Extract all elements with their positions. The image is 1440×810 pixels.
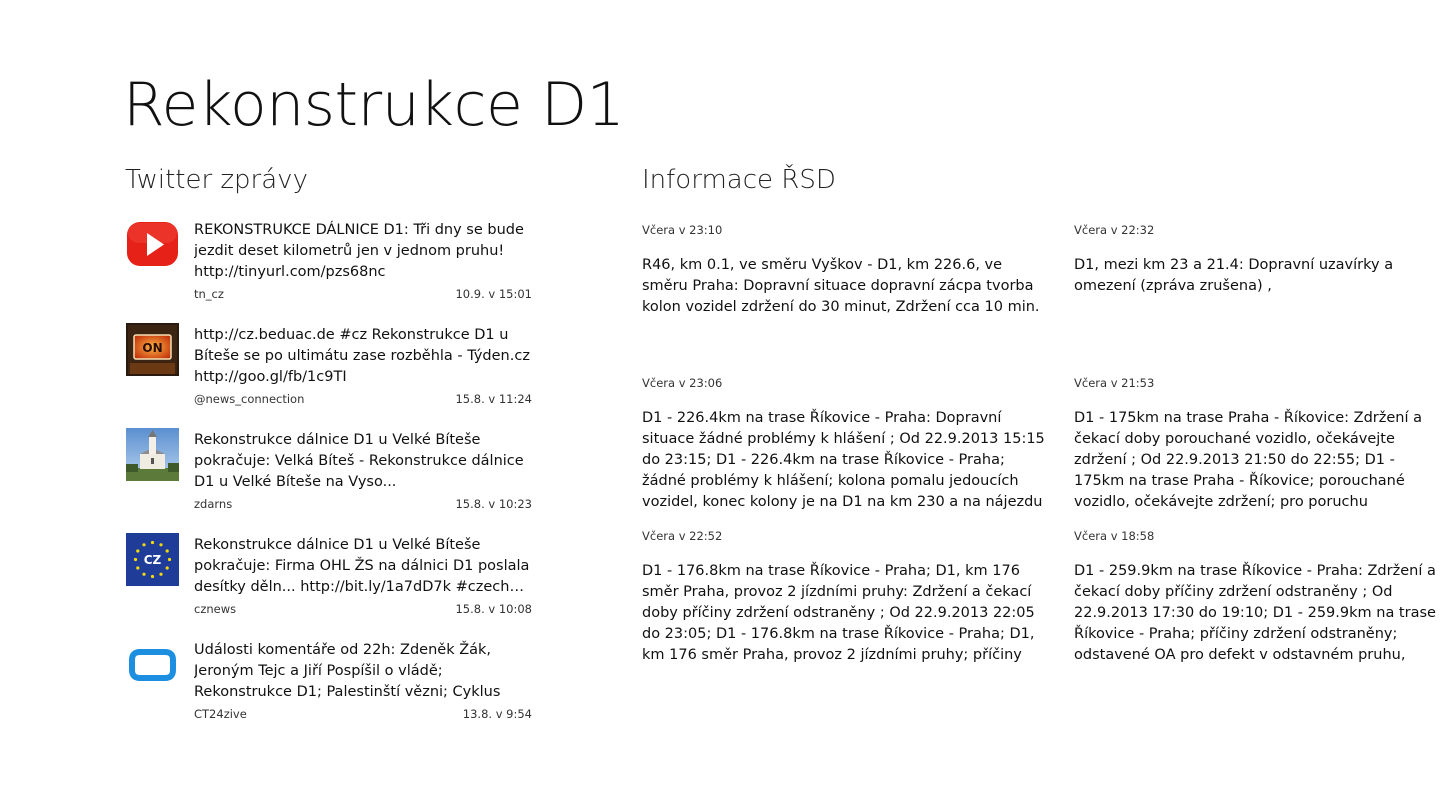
tweet-text: Rekonstrukce dálnice D1 u Velké Bíteše pokračuje: Firma OHL ŽS na dálnici D1 poslala desítky děln... http://bit.ly/1a7dD7k #czech… — [194, 537, 530, 595]
rsd-text: D1 - 176.8km na trase Říkovice - Praha; D1, km 176 směr Praha, provoz 2 jízdními pruhy: Zdržení a čekací doby příčiny zdržení odstraněny ; Od 22.9.2013 22:05 do 23:05; D1 - 176.8km na trase Říkovice - Praha; D1, km 176 směr Praha, provoz 2 jízdními pruhy; příčiny — [642, 563, 1035, 663]
rsd-time: Včera v 23:10 — [642, 223, 723, 237]
tweet-author: tn_cz — [194, 287, 224, 301]
twitter-section-title[interactable]: Twitter zprávy — [125, 165, 308, 195]
rsd-section-title[interactable]: Informace ŘSD — [642, 165, 836, 195]
rsd-text: D1 - 175km na trase Praha - Říkovice: Zdržení a čekací doby porouchané vozidlo, očekávejte zdržení ; Od 22.9.2013 21:50 do 22:55; D1 - 175km na trase Praha - Říkovice; porouchané vozidlo, očekávejte zdržení; pro poruchu — [1074, 410, 1423, 510]
tweet-author: zdarns — [194, 497, 233, 511]
rsd-item[interactable] — [1074, 529, 1440, 666]
tweet-author: CT24zive — [194, 707, 247, 721]
tweet-date: 15.8. v 10:08 — [455, 602, 532, 616]
rsd-text: D1, mezi km 23 a 21.4: Dopravní uzavírky a omezení (zpráva zrušena) , — [1074, 257, 1394, 294]
tweet-author: cznews — [194, 602, 237, 616]
tweet-item[interactable] — [126, 323, 536, 428]
tweet-item[interactable] — [126, 218, 536, 323]
rsd-time: Včera v 22:32 — [1074, 223, 1155, 237]
tweet-author: @news_connection — [194, 392, 305, 406]
play-icon — [126, 218, 179, 271]
on-sign-icon — [126, 323, 179, 376]
rsd-time: Včera v 21:53 — [1074, 376, 1155, 390]
rsd-time: Včera v 23:06 — [642, 376, 723, 390]
tweet-item[interactable] — [126, 638, 536, 743]
tweet-item[interactable] — [126, 428, 536, 533]
on-badge-label: ON — [142, 341, 163, 355]
ct-logo-icon — [126, 638, 179, 691]
rsd-text: R46, km 0.1, ve směru Vyškov - D1, km 226.6, ve směru Praha: Dopravní situace dopravní zácpa tvorba kolon vozidel zdržení do 30 minut, Zdržení cca 10 min. — [642, 257, 1040, 315]
tweet-text: Rekonstrukce dálnice D1 u Velké Bíteše pokračuje: Velká Bíteš - Rekonstrukce dálnice D1 u Velké Bíteše na Vyso... — [194, 432, 524, 490]
rsd-item[interactable] — [1074, 376, 1440, 513]
rsd-time: Včera v 18:58 — [1074, 529, 1155, 543]
tweet-date: 10.9. v 15:01 — [455, 287, 532, 301]
tweet-date: 15.8. v 10:23 — [455, 497, 532, 511]
tweet-date: 15.8. v 11:24 — [455, 392, 532, 406]
rsd-item[interactable] — [1074, 223, 1440, 297]
rsd-item[interactable] — [642, 529, 1052, 666]
rsd-text: D1 - 259.9km na trase Říkovice - Praha: Zdržení a čekací doby příčiny zdržení odstraněny ; Od 22.9.2013 17:30 do 19:10; D1 - 259.9km na trase Říkovice - Praha; příčiny zdržení odstraněny; odstavené OA pro defekt v odstavném pruhu, — [1074, 563, 1436, 663]
rsd-time: Včera v 22:52 — [642, 529, 723, 543]
eu-flag-icon — [126, 533, 179, 586]
rsd-text: D1 - 226.4km na trase Říkovice - Praha: Dopravní situace žádné problémy k hlášení ; Od 22.9.2013 15:15 do 23:15; D1 - 226.4km na trase Říkovice - Praha; žádné problémy k hlášení; kolona pomalu jedoucích vozidel, konec kolony je na D1 na km 230 a na nájezdu — [642, 410, 1045, 510]
rsd-item[interactable] — [642, 223, 1052, 318]
church-icon — [126, 428, 179, 481]
tweet-item[interactable] — [126, 533, 536, 638]
cz-badge-label: CZ — [143, 553, 162, 567]
tweet-text: http://cz.beduac.de #cz Rekonstrukce D1 u Bíteše se po ultimátu zase rozběhla - Týden.cz http://goo.gl/fb/1c9TI — [194, 327, 530, 385]
twitter-list — [126, 218, 536, 743]
tweet-text: Události komentáře od 22h: Zdeněk Žák, Jeroným Tejc a Jiří Pospíšil o vládě; Rekonstrukce D1; Palestinští vězni; Cyklus — [194, 642, 501, 700]
rsd-item[interactable] — [642, 376, 1052, 513]
tweet-text: REKONSTRUKCE DÁLNICE D1: Tři dny se bude jezdit deset kilometrů jen v jednom pruhu! http://tinyurl.com/pzs68nc — [194, 222, 524, 280]
page-title: Rekonstrukce D1 — [123, 70, 625, 140]
tweet-date: 13.8. v 9:54 — [462, 707, 532, 721]
